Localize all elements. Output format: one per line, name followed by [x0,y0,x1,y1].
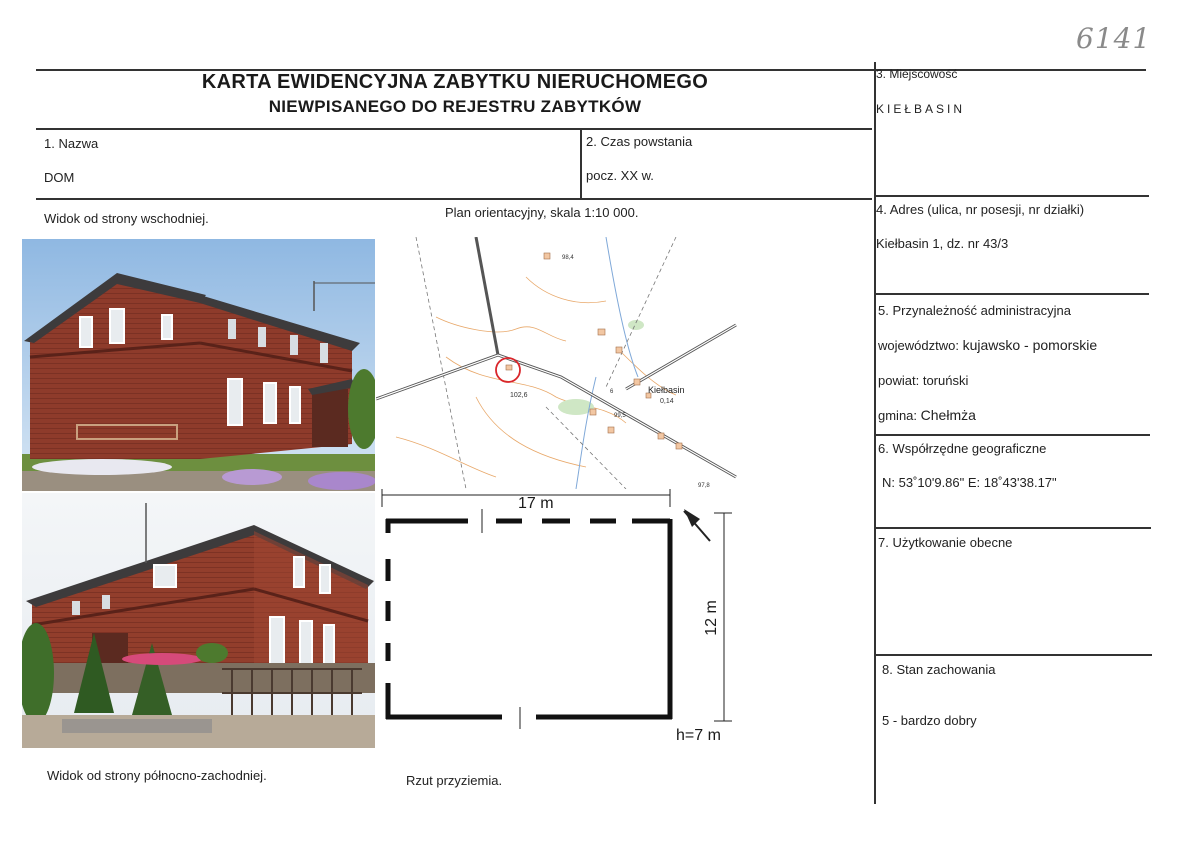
voivodeship-prefix: województwo: [878,338,959,353]
name-row-bottom-border [36,198,872,200]
right-row-divider-4 [874,527,1151,529]
place-label: 3. Miejscowość [876,67,958,81]
name-time-divider [580,130,582,198]
condition-value: 5 - bardzo dobry [882,713,977,728]
county-line [878,373,968,388]
voivodeship-value: kujawsko - pomorskie [962,337,1098,353]
card-subtitle: NIEWPISANEGO DO REJESTRU ZABYTKÓW [268,97,642,116]
northwest-view-photo [22,493,375,748]
ground-plan-drawing [376,489,744,747]
county-value: toruński [922,373,969,388]
name-label: 1. Nazwa [44,136,99,151]
map-elevation-4: 97,8 [698,483,710,489]
right-row-divider-2 [874,293,1149,295]
east-view-photo [22,239,375,491]
usage-label: 7. Użytkowanie obecne [878,535,1013,550]
right-row-divider-3 [874,434,1150,436]
right-row-divider-5 [874,654,1152,656]
map-elevation-2: 102,6 [510,392,528,399]
map-elevation-1: 98,4 [562,255,574,261]
condition-label: 8. Stan zachowania [882,662,996,677]
commune-prefix: gmina: [878,408,918,423]
right-column-divider [874,62,876,804]
map-elevation-3: 99,5 [614,413,626,419]
admin-label: 5. Przynależność administracyjna [878,303,1071,318]
map-place-sub: 0,14 [660,398,674,405]
address-label: 4. Adres (ulica, nr posesji, nr działki) [876,202,1085,217]
plan-depth-label: 12 m [702,600,720,636]
time-value: pocz. XX w. [586,168,654,183]
commune-value: Chełmża [920,407,976,423]
plan-height-label: h=7 m [676,727,721,744]
northwest-view-caption: Widok od strony północno-zachodniej. [47,768,267,783]
voivodeship-line [878,337,1097,353]
name-value: DOM [44,170,75,185]
card-title: KARTA EWIDENCYJNA ZABYTKU NIERUCHOMEGO [201,71,709,93]
title-bottom-border [36,128,872,130]
coords-label: 6. Współrzędne geograficzne [878,441,1047,456]
plan-width-label: 17 m [518,495,554,512]
county-prefix: powiat: [878,373,920,388]
orientation-map [376,237,738,489]
map-place-name: Kiełbasin [648,385,685,395]
time-label: 2. Czas powstania [586,134,693,149]
right-row-divider-1 [874,195,1149,197]
map-number: 6 [610,389,614,395]
coords-value: N: 53˚10'9.86" E: 18˚43'38.17" [882,475,1057,490]
address-value: Kiełbasin 1, dz. nr 43/3 [876,236,1009,251]
map-caption: Plan orientacyjny, skala 1:10 000. [445,205,639,220]
place-value: KIEŁBASIN [876,102,966,116]
commune-line [878,407,976,423]
ground-plan-caption: Rzut przyziemia. [406,773,503,788]
east-view-caption: Widok od strony wschodniej. [44,211,209,226]
handwritten-archive-number: 6141 [1076,22,1152,55]
